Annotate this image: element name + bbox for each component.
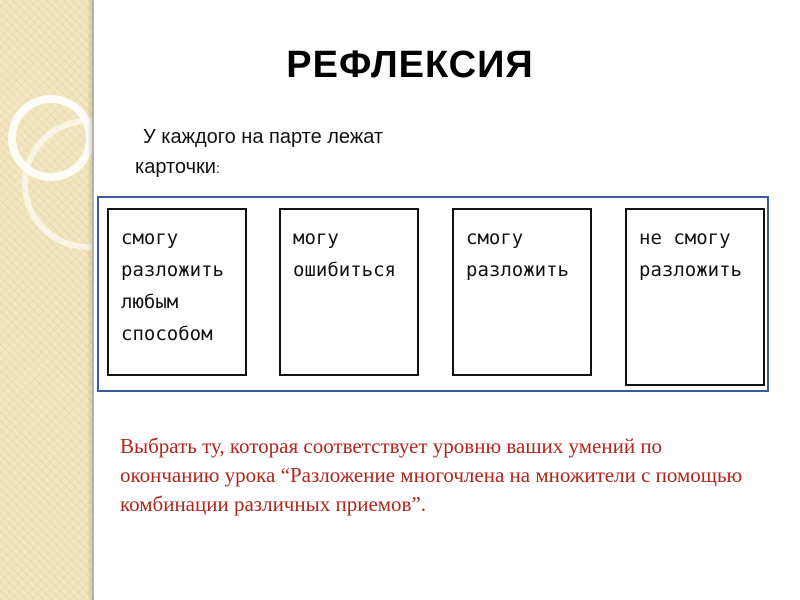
card-cannot-factor: не смогу разложить [625, 208, 765, 386]
intro-line-1: У каждого на парте лежат [143, 126, 384, 148]
intro-colon: : [215, 160, 220, 176]
panel-edge [87, 0, 92, 600]
instruction-text: Выбрать ту, которая соответствует уровню ваших умений по окончанию урока “Разложение многочлена на множители с помощью комбинации различных приемов”. [120, 434, 743, 516]
intro-line-2-text: карточки [135, 156, 216, 178]
card-can-factor: смогу разложить [452, 208, 592, 376]
decorative-side-panel [0, 0, 94, 600]
card-may-make-mistakes: могу ошибиться [279, 208, 419, 376]
slide-title: РЕФЛЕКСИЯ [286, 44, 534, 86]
card-can-factor-any-way: смогу разложить любым способом [107, 208, 247, 376]
cards-frame [97, 196, 769, 392]
intro-text [135, 122, 465, 183]
intro-line-2 [135, 152, 465, 183]
